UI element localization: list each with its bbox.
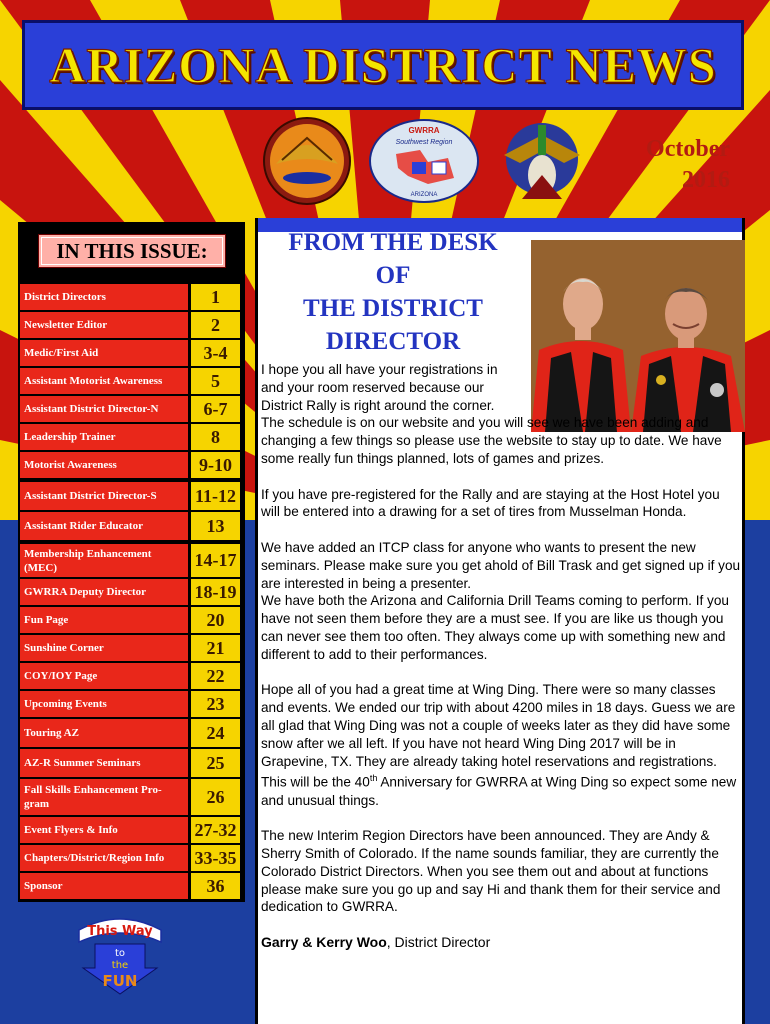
toc-section-name: Sponsor	[20, 873, 188, 899]
logo-text-state: ARIZONA	[410, 192, 438, 198]
toc-page-number: 22	[191, 663, 240, 689]
toc-row[interactable]	[20, 663, 244, 689]
toc-page-number: 36	[191, 873, 240, 899]
toc-section-name: Event Flyers & Info	[20, 817, 188, 843]
signature-title: , District Director	[386, 934, 491, 951]
toc-page-number: 20	[191, 607, 240, 633]
toc-row[interactable]	[20, 749, 244, 777]
toc-section-name: Membership Enhancement (MEC)	[20, 544, 188, 577]
toc-section-name: Chapters/District/Region Info	[20, 845, 188, 871]
issue-date	[646, 134, 730, 196]
toc-section-name: Upcoming Events	[20, 691, 188, 717]
article-paragraph: If you have pre-registered for the Rally and are staying at the Host Hotel you will be entered into a drawing for a set of tires from Musselman Honda.	[261, 486, 720, 520]
toc-page-number: 11-12	[191, 482, 240, 510]
toc-section-name: Assistant District Director-N	[20, 396, 188, 422]
toc-row[interactable]	[20, 607, 244, 633]
toc-section-name: COY/IOY Page	[20, 663, 188, 689]
in-this-issue-box	[18, 222, 245, 902]
toc-row[interactable]	[20, 635, 244, 661]
toc-page-number: 1	[191, 284, 240, 310]
toc-section-name: Assistant Rider Educator	[20, 512, 188, 540]
toc-row[interactable]	[20, 424, 244, 450]
toc-section-name: Touring AZ	[20, 719, 188, 747]
toc-page-number: 3-4	[191, 340, 240, 366]
intro-text: I hope you all have your registrations in and your room reserved because our District Rally is right around the corner.	[261, 362, 498, 413]
sticker-text-fun: FUN	[102, 972, 138, 990]
toc-page-number: 9-10	[191, 452, 240, 478]
logo-text-gwrra: GWRRA	[408, 126, 440, 135]
toc-section-name: Fall Skills Enhancement Pro-gram	[20, 779, 188, 815]
sticker-text-to: to	[114, 948, 126, 959]
logo-text-region: Southwest Region	[395, 139, 453, 146]
paragraph-text: Anniversary for GWRRA at Wing Ding so expect some new and unusual things.	[261, 774, 737, 808]
toc-row[interactable]	[20, 512, 244, 540]
signature-name: Garry & Kerry Woo	[261, 934, 387, 951]
toc-section-name: Assistant Motorist Awareness	[20, 368, 188, 394]
article-panel	[255, 218, 745, 1024]
region-logo-center	[368, 118, 480, 204]
toc-row[interactable]	[20, 368, 244, 394]
toc-section-name: Motorist Awareness	[20, 452, 188, 478]
toc-page-number: 23	[191, 691, 240, 717]
toc-page-number: 25	[191, 749, 240, 777]
toc-page-number: 14-17	[191, 544, 240, 577]
signature	[261, 934, 741, 952]
paragraph-text: The schedule is on our website and you will see we have been adding and changing a few things so please use the website to stay up to date. We have some really fun things planned, lots of games and prizes.	[261, 415, 722, 466]
toc-page-number: 18-19	[191, 579, 240, 605]
toc-page-number: 13	[191, 512, 240, 540]
article-paragraph	[261, 681, 741, 809]
toc-section-name: AZ-R Summer Seminars	[20, 749, 188, 777]
toc-section-name: Sunshine Corner	[20, 635, 188, 661]
toc-row[interactable]	[20, 312, 244, 338]
masthead-title: ARIZONA DISTRICT NEWS	[49, 37, 717, 93]
toc-row[interactable]	[20, 691, 244, 717]
toc-section-name: Leadership Trainer	[20, 424, 188, 450]
toc-row[interactable]	[20, 452, 244, 478]
in-this-issue-heading: IN THIS ISSUE:	[38, 234, 226, 268]
masthead	[22, 20, 744, 110]
chapter-logo-left	[262, 116, 352, 206]
toc-row[interactable]	[20, 579, 244, 605]
issue-year: 2016	[682, 167, 730, 193]
article-headline	[264, 226, 522, 358]
headline-line: THE DISTRICT	[303, 295, 483, 322]
toc-page-number: 8	[191, 424, 240, 450]
toc-row[interactable]	[20, 396, 244, 422]
toc-row[interactable]	[20, 779, 244, 815]
headline-line: FROM THE DESK	[288, 229, 498, 256]
toc-row[interactable]	[20, 845, 244, 871]
headline-line: DIRECTOR	[325, 328, 461, 355]
paragraph-text: We have added an ITCP class for anyone who wants to present the new seminars. Please make sure you get ahold of Bill Trask and get signed up if you are interested in being a presenter.	[261, 539, 741, 591]
toc-page-number: 2	[191, 312, 240, 338]
sticker-text-the: the	[111, 960, 129, 971]
toc-section-name: Newsletter Editor	[20, 312, 188, 338]
toc-row[interactable]	[20, 284, 244, 310]
paragraph-text: We have both the Arizona and California Drill Teams coming to perform. If you have not seen them before they are a must see. If you are like us though you can never see them too often. They always come up with something new and different to add to their performances.	[261, 593, 729, 662]
toc-row[interactable]	[20, 817, 244, 843]
toc-row[interactable]	[20, 340, 244, 366]
toc-row[interactable]	[20, 482, 244, 510]
toc-row[interactable]	[20, 544, 244, 577]
toc-page-number: 26	[191, 779, 240, 815]
article-paragraph	[261, 539, 741, 664]
toc-row[interactable]	[20, 873, 244, 899]
toc-row[interactable]	[20, 719, 244, 747]
toc-section-name: Fun Page	[20, 607, 188, 633]
chapter-logo-right	[494, 115, 590, 211]
toc-page-number: 24	[191, 719, 240, 747]
article-paragraph: The new Interim Region Directors have been announced. They are Andy & Sherry Smith of Colorado. If the name sounds familiar, they are currently the Colorado District Directors. When you see them out and about at functions please make sure you go up and say Hi and thank them for their service and dedication to GWRRA.	[261, 828, 721, 915]
toc-page-number: 21	[191, 635, 240, 661]
toc-section-name: Assistant District Director-S	[20, 482, 188, 510]
article-paragraph	[261, 361, 741, 468]
ordinal-suffix: th	[369, 773, 378, 784]
toc-section-name: GWRRA Deputy Director	[20, 579, 188, 605]
toc-page-number: 27-32	[191, 817, 240, 843]
toc-section-name: Medic/First Aid	[20, 340, 188, 366]
headline-line: OF	[375, 262, 411, 289]
this-way-to-the-fun-sticker	[75, 908, 165, 996]
toc-section-name: District Directors	[20, 284, 188, 310]
toc-page-number: 5	[191, 368, 240, 394]
toc-page-number: 6-7	[191, 396, 240, 422]
toc-page-number: 33-35	[191, 845, 240, 871]
paragraph-text: Hope all of you had a great time at Wing Ding. There were so many classes and events. We ended our trip with about 4200 miles in 18 days. Guess we are all glad that Wing Ding was not a couple of weeks later as they did have some snow after we all left. If you have not heard Wing Ding 2017 will be in Grapevine, TX. They are already taking hotel reservations and registrations. This will be the 40	[261, 682, 736, 790]
issue-month: October	[646, 136, 730, 162]
sticker-text-this-way: This Way	[87, 924, 153, 939]
article-body	[261, 361, 741, 970]
